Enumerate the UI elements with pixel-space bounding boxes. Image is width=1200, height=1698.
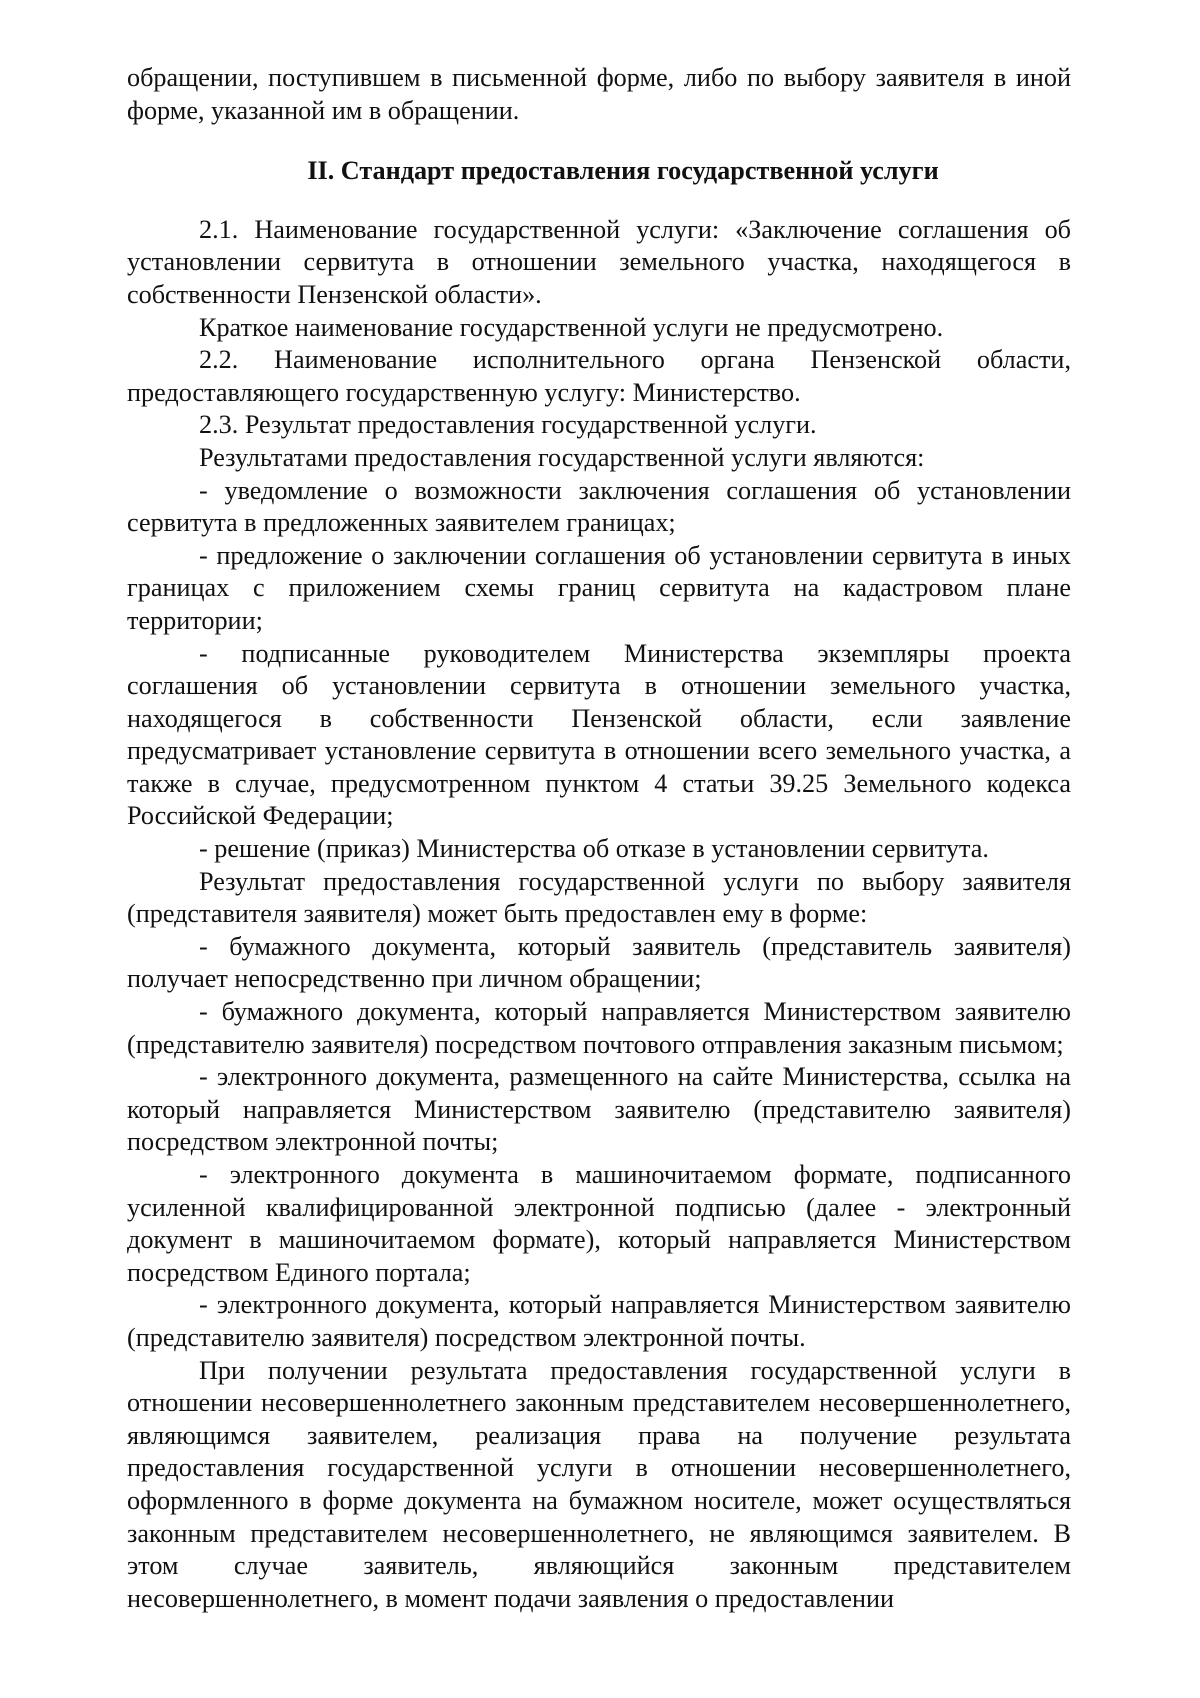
paragraph-short-name: Краткое наименование государственной услуги не предусмотрено.	[199, 312, 944, 342]
paragraph-2-3: 2.3. Результат предоставления государственной услуги.	[199, 410, 817, 440]
list-item-signed-copies: - подписанные руководителем Министерства экземпляры проекта соглашения об установлении сервитута в отношении земельного участка, находящегося в собственности Пензенской области, если заявление предусматривает установление сервитута в отношении всего земельного участка, а также в случае, предусмотренном пунктом 4 статьи 39.25 Земельного кодекса Российской Федерации;	[127, 638, 1071, 831]
list-item-notification: - уведомление о возможности заключения соглашения об установлении сервитута в предложенных заявителем границах;	[127, 475, 1071, 538]
list-item-paper-mail: - бумажного документа, который направляется Министерством заявителю (представителю заявителя) посредством почтового отправления заказным письмом;	[127, 997, 1071, 1059]
paragraph-continuation: обращении, поступившем в письменной форме, либо по выбору заявителя в иной форме, указанной им в обращении.	[127, 63, 1071, 125]
list-item-electronic-machine-readable: - электронного документа в машиночитаемом формате, подписанного усиленной квалифицированной электронной подписью (далее - электронный документ в машиночитаемом формате), который направляется Министерством посредством Единого портала;	[127, 1160, 1071, 1287]
paragraph-2-1: 2.1. Наименование государственной услуги: «Заключение соглашения об установлении сервитута в отношении земельного участка, находящегося в собственности Пензенской области».	[127, 214, 1071, 309]
paragraph-results-intro: Результатами предоставления государственной услуги являются:	[199, 442, 925, 472]
list-item-proposal: - предложение о заключении соглашения об установлении сервитута в иных границах с приложением схемы границ сервитута на кадастровом плане территории;	[127, 540, 1071, 635]
document-page	[127, 62, 1071, 1615]
list-item-electronic-website: - электронного документа, размещенного на сайте Министерства, ссылка на который направляется Министерством заявителю (представителю заявителя) посредством электронной почты;	[127, 1062, 1071, 1157]
paragraph-2-2: 2.2. Наименование исполнительного органа Пензенской области, предоставляющего государственную услугу: Министерство.	[127, 345, 1071, 407]
list-item-electronic-email: - электронного документа, который направляется Министерством заявителю (представителю заявителя) посредством электронной почты.	[127, 1290, 1071, 1352]
section-heading: II. Стандарт предоставления государственной услуги	[307, 156, 939, 186]
paragraph-result-form-intro: Результат предоставления государственной услуги по выбору заявителя (представителя заявителя) может быть предоставлен ему в форме:	[127, 866, 1071, 929]
paragraph-minor-representative: При получении результата предоставления государственной услуги в отношении несовершеннолетнего законным представителем несовершеннолетнего, являющимся заявителем, реализация права на получение результата предоставления государственной услуги в отношении несовершеннолетнего, оформленного в форме документа на бумажном носителе, может осуществляться законным представителем несовершеннолетнего, не являющимся заявителем. В этом случае заявитель, являющийся законным представителем несовершеннолетнего, в момент подачи заявления о предоставлении	[127, 1355, 1071, 1613]
list-item-paper-personal: - бумажного документа, который заявитель (представитель заявителя) получает непосредственно при личном обращении;	[127, 931, 1071, 994]
list-item-refusal: - решение (приказ) Министерства об отказе в установлении сервитута.	[199, 834, 989, 864]
